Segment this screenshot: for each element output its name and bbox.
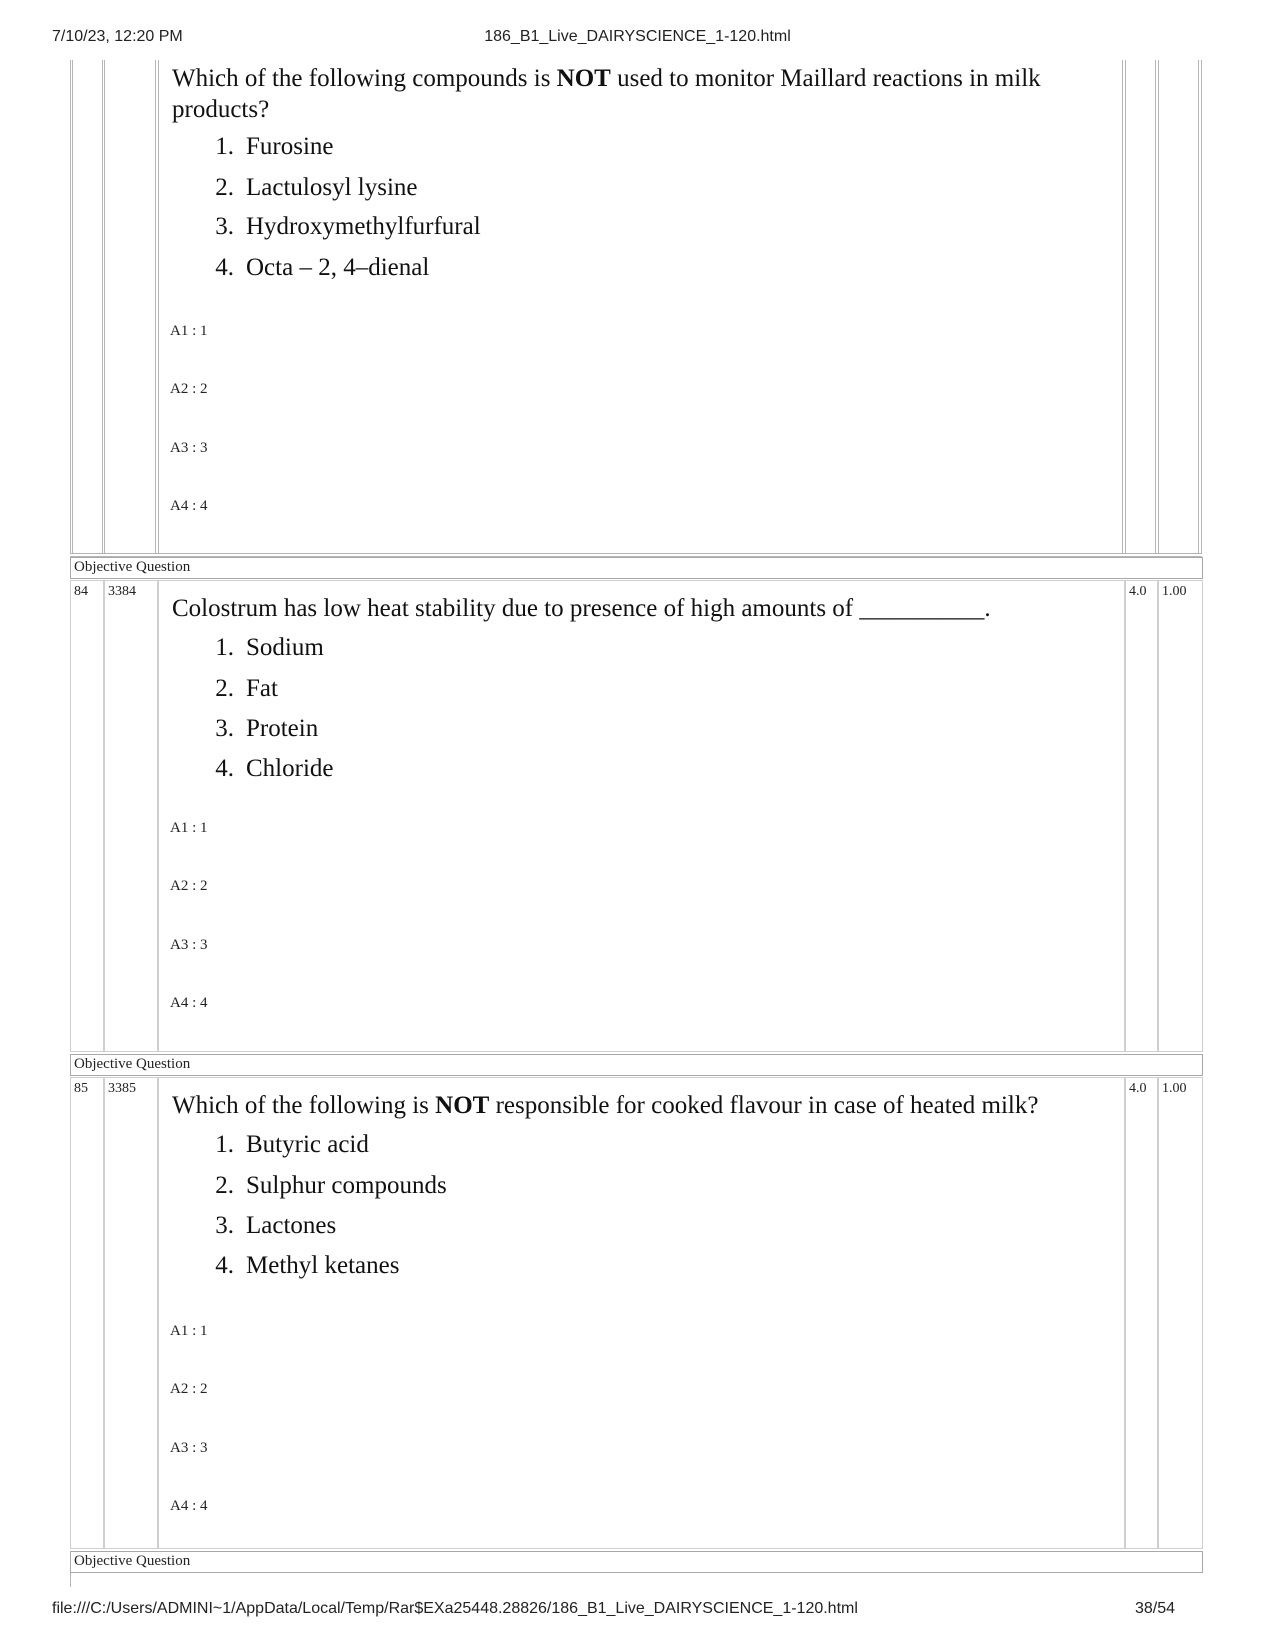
question-text: Colostrum has low heat stability due to presence of high amounts of __________. <box>172 595 991 622</box>
answer-key: A4 : 4 <box>170 995 208 1011</box>
answer-key: A1 : 1 <box>170 323 208 339</box>
question-id-cell <box>104 1077 158 1549</box>
question-id: 3384 <box>108 584 136 599</box>
answer-key: A2 : 2 <box>170 1381 208 1397</box>
negative-marks-cell <box>1158 1077 1203 1549</box>
objective-question-label: Objective Question <box>74 1553 191 1569</box>
marks: 4.0 <box>1129 1081 1147 1096</box>
negative-marks: 1.00 <box>1162 584 1187 599</box>
serial-cell <box>70 580 104 1052</box>
serial-number: 85 <box>74 1081 88 1096</box>
answer-key: A4 : 4 <box>170 498 208 514</box>
question-id: 3385 <box>108 1081 136 1096</box>
negative-marks-cell <box>1158 580 1203 1052</box>
file-path: file:///C:/Users/ADMINI~1/AppData/Local/Temp/Rar$EXa25448.28826/186_B1_Live_DAIRYSCIENCE_1-120.html <box>52 1600 858 1617</box>
answer-key: A2 : 2 <box>170 381 208 397</box>
question-id-cell <box>104 580 158 1052</box>
serial-number: 84 <box>74 584 88 599</box>
negative-marks: 1.00 <box>1162 1081 1187 1096</box>
answer-key: A1 : 1 <box>170 1323 208 1339</box>
objective-question-label: Objective Question <box>74 1056 191 1072</box>
objective-question-row <box>70 1054 1203 1076</box>
objective-question-label: Objective Question <box>74 559 191 575</box>
document-title: 186_B1_Live_DAIRYSCIENCE_1-120.html <box>484 28 791 45</box>
answer-key: A3 : 3 <box>170 440 208 456</box>
marks: 4.0 <box>1129 584 1147 599</box>
serial-cell <box>70 1077 104 1549</box>
answer-key: A1 : 1 <box>170 820 208 836</box>
answer-key: A2 : 2 <box>170 878 208 894</box>
objective-question-row <box>70 557 1203 579</box>
print-datetime: 7/10/23, 12:20 PM <box>52 28 183 45</box>
marks-cell <box>1125 580 1158 1052</box>
answer-key: A4 : 4 <box>170 1498 208 1514</box>
marks-cell <box>1125 1077 1158 1549</box>
objective-question-row <box>70 1551 1203 1573</box>
answer-key: A3 : 3 <box>170 937 208 953</box>
page-number: 38/54 <box>1134 1600 1175 1617</box>
question-text: Which of the following compounds is NOT used to monitor Maillard reactions in milk products? <box>172 65 1041 123</box>
answer-key: A3 : 3 <box>170 1440 208 1456</box>
question-text: Which of the following is NOT responsible for cooked flavour in case of heated milk? <box>172 1092 1039 1119</box>
